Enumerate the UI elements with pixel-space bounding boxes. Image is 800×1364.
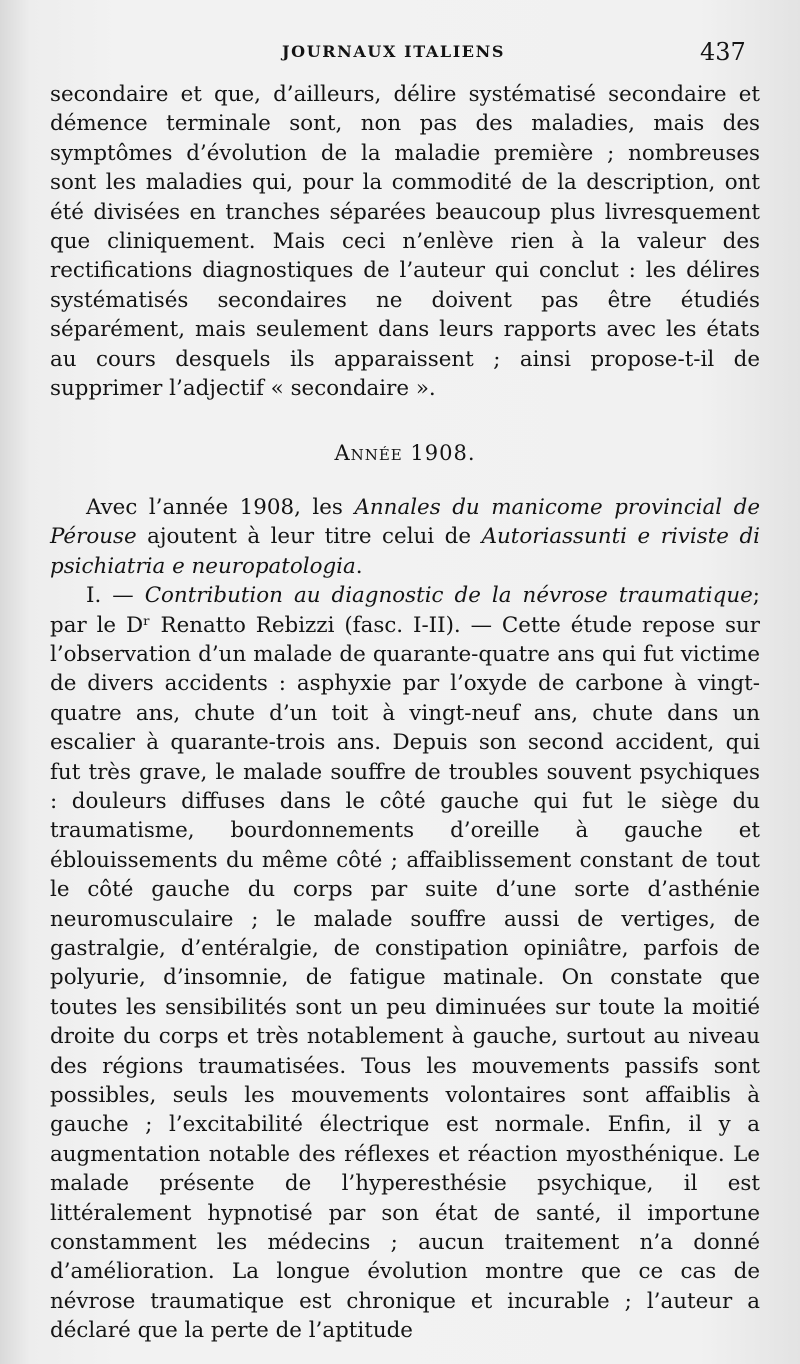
journal-title: Annales du manicome provincial de Pérouse: [50, 494, 761, 550]
paragraph-text: Avec l’année 1908, les: [86, 494, 355, 520]
paragraph-text: .: [355, 553, 363, 579]
article-title: Contribution au diagnostic de la névrose traumatique: [144, 583, 753, 609]
paragraph-continuation: secondaire et que, d’ailleurs, délire systématisé secondaire et démence terminale sont, non pas des maladies, mais des symptômes d’évolution de la maladie première ; nombreuses sont les maladies qui, pour la commodité de la description, ont été divisées en tranches séparées beaucoup plus livresquement que cliniquement. Mais ceci n’enlève rien à la valeur des rectifications diagnostiques de l’auteur qui conclut : les délires systématisés secondaires ne doivent pas être étudiés séparément, mais seulement dans leurs rapports avec les états au cours desquels ils apparaissent ; ainsi propose-t-il de supprimer l’adjectif « secondaire ».: [50, 82, 760, 402]
body-text: [50, 80, 760, 1346]
section-heading: Année 1908.: [334, 441, 476, 466]
paragraph-text: ; par le Dʳ Renatto Rebizzi (fasc. I-II). — Cette étude repose sur l’observation d’un malade de quarante-quatre ans qui fut victime de divers accidents : asphyxie par l’oxyde de carbone à vingt-quatre ans, chute d’un toit à vingt-neuf ans, chute dans un escalier à quarante-trois ans. Depuis son second accident, qui fut très grave, le malade souffre de troubles souvent psychiques : douleurs diffuses dans le côté gauche qui fut le siège du traumatisme, bourdonnements d’oreille à gauche et éblouissements du même côté ; affaiblissement constant de tout le côté gauche du corps par suite d’une sorte d’asthénie neuromusculaire ; le malade souffre aussi de vertiges, de gastralgie, d’entéralgie, de constipation opiniâtre, parfois de polyurie, d’insomnie, de fatigue matinale. On constate que toutes les sensibilités sont un peu diminuées sur toute la moitié droite du corps et très notablement à gauche, surtout au niveau des régions traumatisées. Tous les mouvements passifs sont possibles, seuls les mouvements volontaires sont affaiblis à gauche ; l’excitabilité électrique est normale. Enfin, il y a augmentation notable des réflexes et réaction myosthénique. Le malade présente de l’hyperesthésie psychique, il est littéralement hypnotisé par son état de santé, il importune constamment les médecins ; aucun traitement n’a donné d’amélioration. La longue évolution montre que ce cas de névrose traumatique est chronique et incurable ; l’auteur a déclaré que la perte de l’aptitude: [50, 583, 760, 1344]
paragraph-text: ajoutent à leur titre celui de: [136, 524, 482, 550]
page-number: 437: [700, 38, 746, 66]
journal-subtitle: Autoriassunti e riviste di psichiatria e neuropatologia: [50, 524, 761, 579]
running-title: JOURNAUX ITALIENS: [282, 42, 505, 61]
paragraph-contribution: [50, 581, 760, 1346]
paragraph-annales: [50, 493, 760, 581]
item-number: I. —: [86, 583, 145, 609]
running-header: [0, 38, 800, 68]
